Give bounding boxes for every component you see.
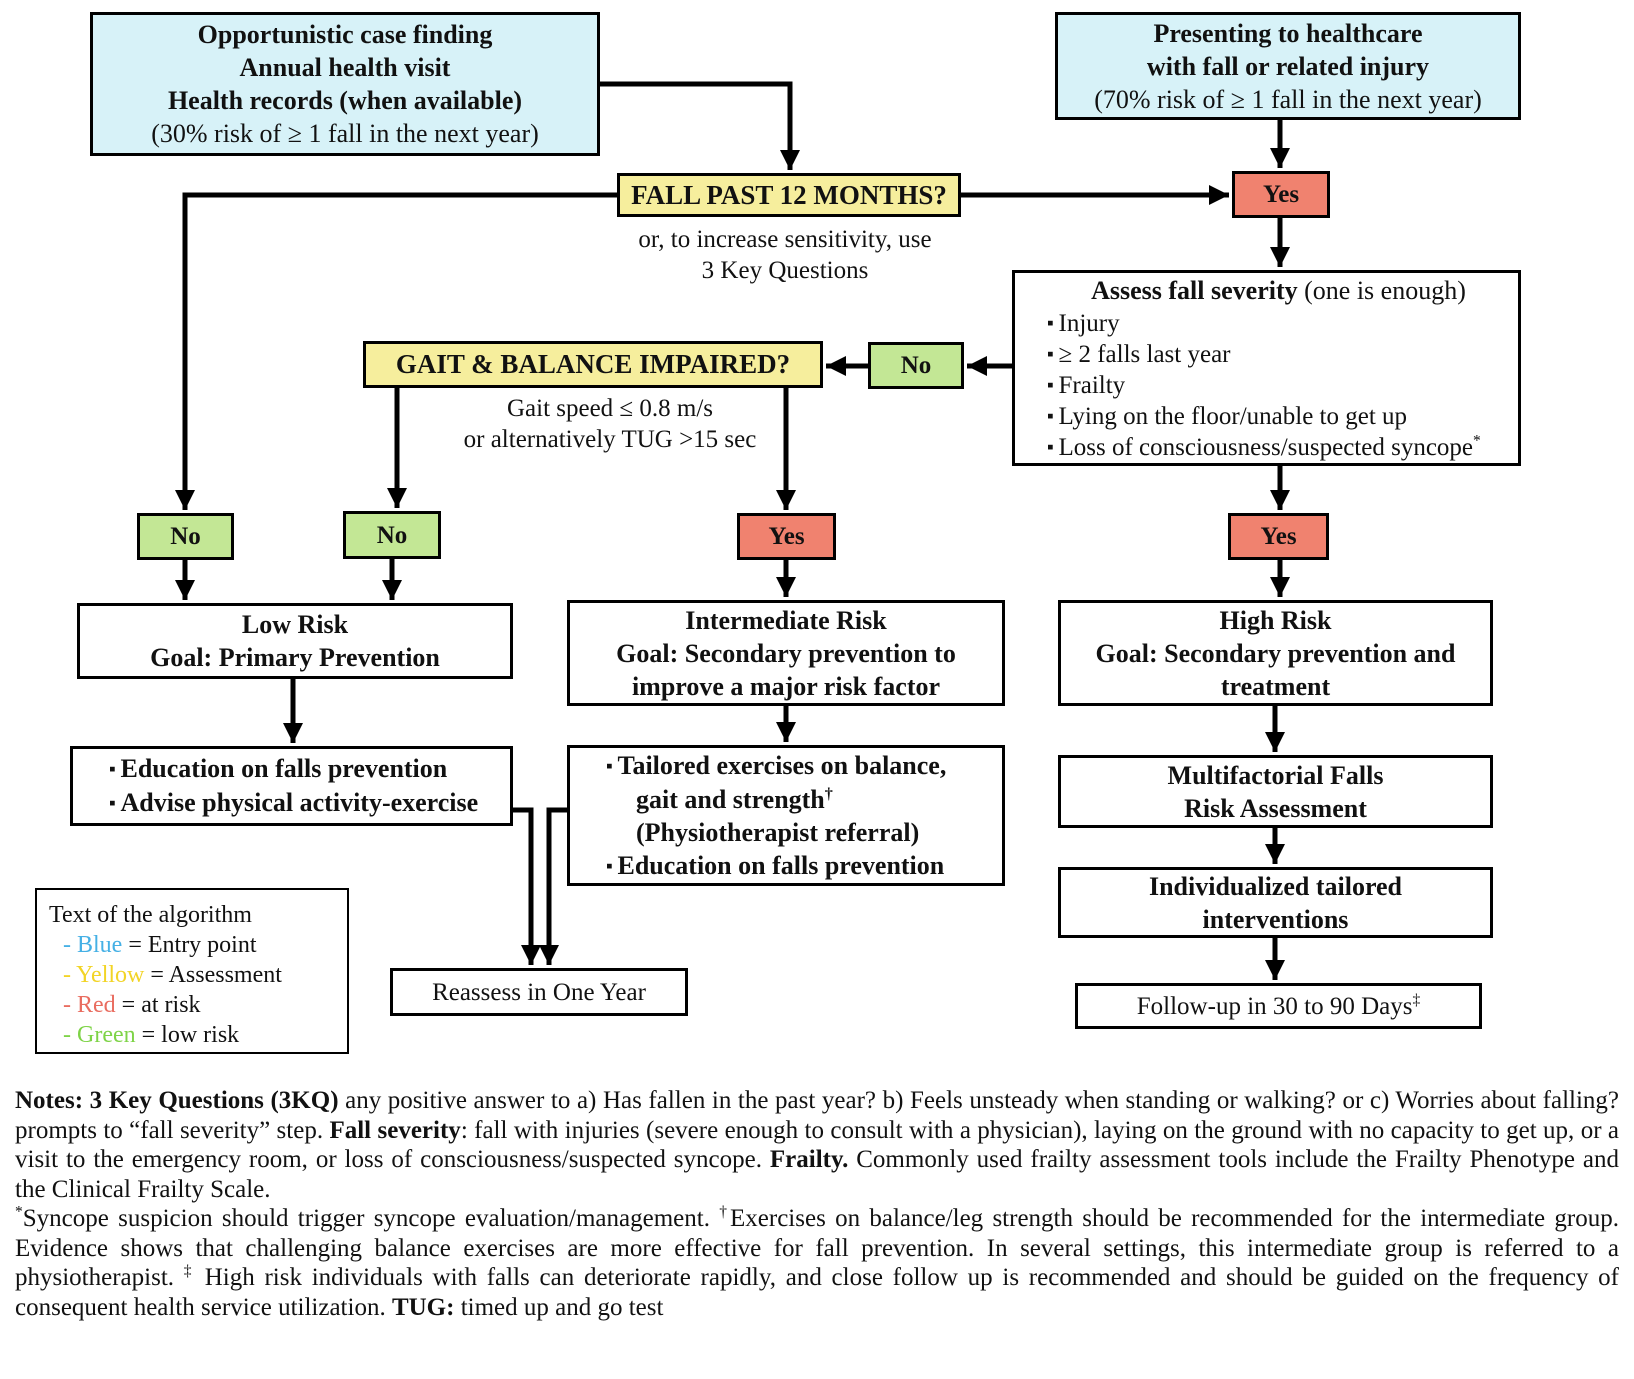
arrow-lowactions-to-reassess [512, 810, 531, 965]
node-low-risk [77, 603, 513, 679]
notes-p2-bold1: TUG: [391, 1293, 455, 1321]
assess-bullet-syncope [1047, 432, 1510, 463]
legend-title: Text of the algorithm [49, 902, 252, 928]
gait-caption-line1: Gait speed ≤ 0.8 m/s [506, 395, 714, 422]
node-yes-top [1232, 171, 1330, 218]
individualized-line1: Individualized tailored [1148, 871, 1403, 901]
multifactorial-line1: Multifactorial Falls [1167, 760, 1384, 790]
intermediate-action-dagger: † [824, 784, 833, 802]
node-no-1 [137, 513, 234, 560]
notes-p2-sup1: * [15, 1203, 23, 1221]
legend-dash-green: - [63, 1022, 71, 1048]
fall-past-caption [585, 224, 985, 286]
notes-p1-t3: Commonly used frailty assessment tools include the Frailty Phenotype and the Clinical Frailty Scale. [15, 1146, 1619, 1203]
multifactorial-line2: Risk Assessment [1184, 793, 1367, 823]
notes-p2-sup3: ‡ [183, 1262, 195, 1280]
node-individualized-interventions [1058, 867, 1493, 938]
intermediate-risk-line2: Goal: Secondary prevention to [616, 638, 956, 668]
assess-bullet-lying: ▪ Lying on the floor/unable to get up [1047, 401, 1510, 432]
legend-item-red [49, 990, 335, 1020]
assess-bullet-syncope-text: Loss of consciousness/suspected syncope [1058, 433, 1474, 461]
legend-term-green: Green [77, 1022, 136, 1048]
legend-rest-yellow: = Assessment [144, 962, 282, 988]
gait-balance-label: GAIT & BALANCE IMPAIRED? [395, 349, 791, 379]
entry-left-line3: Health records (when available) [167, 86, 523, 115]
notes-p2-sup2: † [719, 1203, 731, 1221]
assess-bullet-frailty: ▪ Frailty [1047, 370, 1510, 401]
entry-right-line3: (70% risk of ≥ 1 fall in the next year) [1094, 84, 1482, 114]
no-1-label: No [170, 523, 201, 550]
notes [15, 1086, 1619, 1322]
high-risk-line3: treatment [1220, 671, 1331, 701]
legend-item-blue [49, 930, 335, 960]
entry-left-line4: (30% risk of ≥ 1 fall in the next year) [151, 119, 539, 148]
legend [35, 888, 349, 1054]
notes-p1-bold1: Notes: 3 Key Questions (3KQ) [15, 1087, 339, 1114]
node-fall-past-12-months [617, 173, 961, 217]
high-risk-line2: Goal: Secondary prevention and [1095, 638, 1456, 668]
notes-p1-bold3: Frailty. [769, 1146, 849, 1173]
assess-bullet-injury: ▪ Injury [1047, 308, 1510, 339]
node-low-risk-actions [70, 746, 513, 826]
node-no-2 [343, 511, 441, 559]
legend-dash-yellow: - [63, 962, 71, 988]
node-entry-presenting [1055, 12, 1521, 120]
yes-right-label: Yes [1260, 523, 1297, 550]
legend-term-yellow: Yellow [76, 962, 145, 988]
legend-dash-red: - [63, 992, 71, 1018]
followup-text: Follow-up in 30 to 90 Days [1136, 992, 1413, 1020]
legend-rest-green: = low risk [135, 1022, 240, 1048]
node-reassess [390, 968, 688, 1016]
fall-past-caption-line2: 3 Key Questions [701, 257, 869, 284]
entry-left-line1: Opportunistic case finding [197, 20, 493, 49]
arrow-entryleft-to-fallpast [600, 84, 790, 170]
legend-term-red: Red [77, 992, 116, 1018]
followup-sup: ‡ [1412, 991, 1421, 1009]
followup-label [1137, 990, 1420, 1023]
low-risk-line1: Low Risk [241, 610, 349, 639]
intermediate-action-referral: (Physiotherapist referral) [636, 817, 920, 847]
node-multifactorial-assessment [1058, 755, 1493, 828]
node-high-risk [1058, 600, 1493, 706]
assess-title-bold: Assess fall severity [1091, 275, 1298, 305]
high-risk-line1: High Risk [1219, 605, 1332, 635]
notes-paragraph-2 [15, 1204, 1619, 1322]
node-gait-balance [363, 341, 823, 388]
fall-past-label: FALL PAST 12 MONTHS? [631, 179, 947, 210]
entry-right-line2: with fall or related injury [1146, 51, 1430, 81]
yes-mid-label: Yes [768, 523, 805, 550]
assess-title [1047, 274, 1510, 308]
notes-p1-bold2: Fall severity [329, 1116, 461, 1144]
intermediate-action-exercises-l1: Tailored exercises on balance, [617, 750, 947, 780]
low-risk-line2: Goal: Primary Prevention [150, 643, 440, 672]
notes-p1-t2: : fall with injuries (severe enough to consult with a physician), laying on the ground with no capacity to get up, or a visit to the emergency room, or loss of consciousness/suspected syncope. [15, 1116, 1619, 1173]
notes-p2-t2: Exercises on balance/leg strength should be recommended for the intermediate group. Evidence shows that challenging balance exercises are more effective for fall prevention. In several settings, this intermediate group is referred to a physiotherapist. [15, 1205, 1620, 1291]
entry-right-line1: Presenting to healthcare [1153, 18, 1423, 48]
notes-p2-t3: High risk individuals with falls can deteriorate rapidly, and close follow up is recommended and should be guided on the frequency of consequent health service utilization. [15, 1264, 1620, 1321]
legend-dash-blue: - [63, 932, 71, 958]
yes-top-label: Yes [1262, 181, 1300, 208]
node-no-severity [868, 342, 964, 389]
assess-title-suffix: (one is enough) [1297, 275, 1466, 305]
intermediate-action-exercises-l2: gait and strength [636, 784, 825, 814]
intermediate-action-exercises [606, 749, 996, 849]
assess-bullet-syncope-sup: * [1473, 432, 1481, 450]
legend-item-green [49, 1020, 335, 1050]
intermediate-action-education: ▪ Education on falls prevention [606, 849, 996, 883]
legend-term-blue: Blue [77, 932, 123, 958]
intermediate-risk-line3: improve a major risk factor [631, 671, 941, 701]
node-yes-right [1228, 513, 1329, 560]
notes-p1-t1: any positive answer to a) Has fallen in the past year? b) Feels unsteady when standing or walking? or c) Worries about falling? prompts to “fall severity” step. [15, 1087, 1619, 1144]
node-intermediate-risk [567, 600, 1005, 706]
node-assess-fall-severity [1012, 270, 1521, 466]
legend-rest-red: = at risk [115, 992, 201, 1018]
node-intermediate-actions [567, 745, 1005, 886]
gait-caption-line2: or alternatively TUG >15 sec [463, 426, 757, 453]
intermediate-risk-line1: Intermediate Risk [685, 605, 887, 635]
low-action-education: ▪ Education on falls prevention [109, 752, 504, 786]
individualized-line2: interventions [1202, 904, 1349, 934]
node-followup [1075, 983, 1482, 1029]
notes-p2-t1: Syncope suspicion should trigger syncope evaluation/management. [22, 1205, 720, 1232]
legend-rest-blue: = Entry point [122, 932, 257, 958]
no-2-label: No [376, 521, 408, 549]
legend-item-yellow [49, 960, 335, 990]
fall-past-caption-line1: or, to increase sensitivity, use [638, 226, 932, 253]
no-severity-label: No [900, 352, 932, 379]
node-entry-opportunistic [90, 12, 600, 156]
notes-paragraph-1 [15, 1086, 1619, 1204]
notes-p2-t4: timed up and go test [454, 1293, 664, 1321]
node-yes-mid [737, 513, 836, 560]
assess-bullet-falls: ▪ ≥ 2 falls last year [1047, 339, 1510, 370]
gait-balance-caption [400, 393, 820, 455]
low-action-advise: ▪ Advise physical activity-exercise [109, 786, 504, 820]
reassess-label: Reassess in One Year [432, 978, 646, 1006]
arrow-intermediateactions-to-reassess [549, 810, 568, 965]
entry-left-line2: Annual health visit [239, 53, 451, 82]
